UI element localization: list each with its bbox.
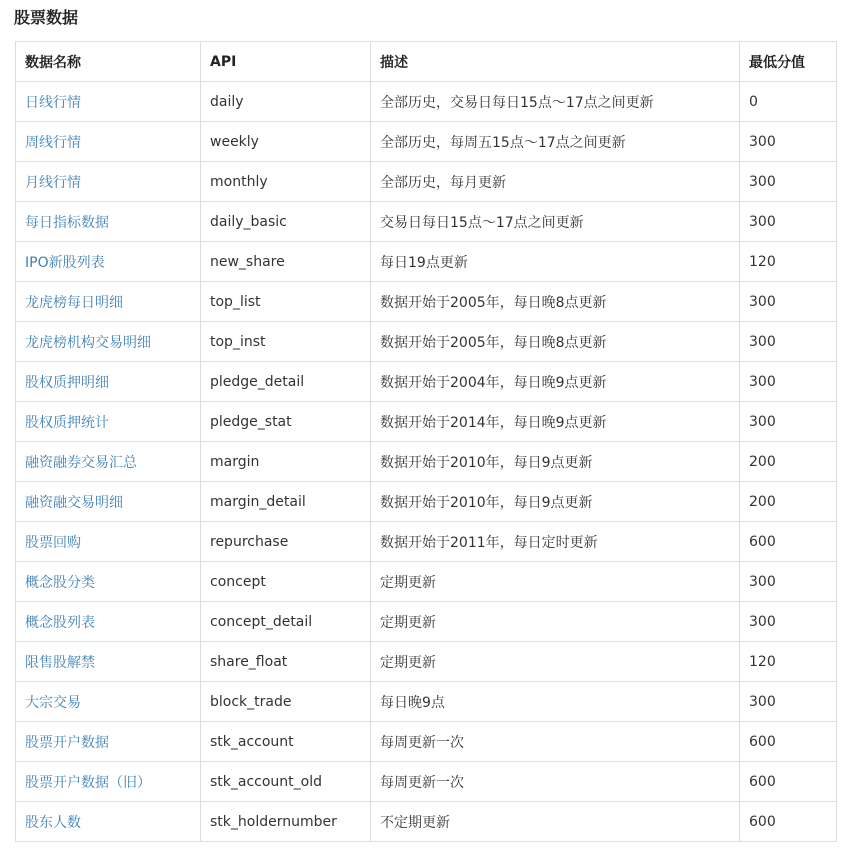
data-name-link[interactable]: 股权质押统计 [16,402,201,442]
table-row [16,82,837,122]
description-cell: 交易日每日15点～17点之间更新 [371,202,740,242]
data-name-link[interactable]: 股票回购 [16,522,201,562]
description-cell: 不定期更新 [371,802,740,842]
description-cell: 数据开始于2004年，每日晚9点更新 [371,362,740,402]
api-cell: top_list [201,282,371,322]
api-cell: daily_basic [201,202,371,242]
description-cell: 每周更新一次 [371,762,740,802]
description-cell: 数据开始于2014年，每日晚9点更新 [371,402,740,442]
data-name-link[interactable]: 日线行情 [16,82,201,122]
api-cell: stk_account [201,722,371,762]
data-name-link[interactable]: 月线行情 [16,162,201,202]
api-cell: monthly [201,162,371,202]
table-row [16,122,837,162]
stock-data-table [15,41,837,842]
header-points: 最低分值 [740,42,837,82]
min-points-cell: 300 [740,362,837,402]
min-points-cell: 300 [740,122,837,162]
api-cell: pledge_detail [201,362,371,402]
api-cell: stk_holdernumber [201,802,371,842]
table-row [16,682,837,722]
table-row [16,722,837,762]
description-cell: 数据开始于2010年，每日9点更新 [371,442,740,482]
api-cell: concept_detail [201,602,371,642]
data-name-link[interactable]: 限售股解禁 [16,642,201,682]
description-cell: 数据开始于2005年，每日晚8点更新 [371,282,740,322]
table-row [16,522,837,562]
min-points-cell: 120 [740,242,837,282]
description-cell: 数据开始于2005年，每日晚8点更新 [371,322,740,362]
min-points-cell: 300 [740,562,837,602]
min-points-cell: 300 [740,162,837,202]
api-cell: block_trade [201,682,371,722]
api-cell: weekly [201,122,371,162]
data-name-link[interactable]: 龙虎榜机构交易明细 [16,322,201,362]
table-header-row [16,42,837,82]
table-row [16,802,837,842]
table-row [16,202,837,242]
table-row [16,562,837,602]
data-name-link[interactable]: 龙虎榜每日明细 [16,282,201,322]
header-desc: 描述 [371,42,740,82]
min-points-cell: 0 [740,82,837,122]
table-row [16,402,837,442]
min-points-cell: 300 [740,402,837,442]
description-cell: 数据开始于2011年，每日定时更新 [371,522,740,562]
data-name-link[interactable]: 股权质押明细 [16,362,201,402]
data-name-link[interactable]: 概念股列表 [16,602,201,642]
table-row [16,242,837,282]
header-api: API [201,42,371,82]
description-cell: 定期更新 [371,642,740,682]
min-points-cell: 200 [740,482,837,522]
table-body [16,82,837,842]
description-cell: 全部历史，交易日每日15点～17点之间更新 [371,82,740,122]
header-name: 数据名称 [16,42,201,82]
data-name-link[interactable]: 大宗交易 [16,682,201,722]
min-points-cell: 300 [740,282,837,322]
table-row [16,762,837,802]
data-name-link[interactable]: 融资融券交易汇总 [16,442,201,482]
min-points-cell: 600 [740,722,837,762]
table-row [16,282,837,322]
api-cell: new_share [201,242,371,282]
description-cell: 每日晚9点 [371,682,740,722]
data-name-link[interactable]: 股东人数 [16,802,201,842]
table-row [16,602,837,642]
description-cell: 全部历史，每月更新 [371,162,740,202]
data-name-link[interactable]: 融资融交易明细 [16,482,201,522]
description-cell: 定期更新 [371,562,740,602]
table-row [16,362,837,402]
description-cell: 定期更新 [371,602,740,642]
table-row [16,642,837,682]
min-points-cell: 300 [740,322,837,362]
min-points-cell: 200 [740,442,837,482]
api-cell: margin [201,442,371,482]
description-cell: 全部历史，每周五15点～17点之间更新 [371,122,740,162]
page-title: 股票数据 [14,8,79,27]
api-cell: concept [201,562,371,602]
min-points-cell: 300 [740,602,837,642]
api-cell: daily [201,82,371,122]
description-cell: 每日19点更新 [371,242,740,282]
min-points-cell: 600 [740,522,837,562]
data-name-link[interactable]: 股票开户数据 [16,722,201,762]
api-cell: margin_detail [201,482,371,522]
min-points-cell: 600 [740,802,837,842]
api-cell: stk_account_old [201,762,371,802]
data-name-link[interactable]: 每日指标数据 [16,202,201,242]
data-name-link[interactable]: IPO新股列表 [16,242,201,282]
description-cell: 数据开始于2010年，每日9点更新 [371,482,740,522]
api-cell: share_float [201,642,371,682]
min-points-cell: 300 [740,682,837,722]
api-cell: top_inst [201,322,371,362]
api-cell: pledge_stat [201,402,371,442]
table-row [16,442,837,482]
table-row [16,482,837,522]
table-row [16,322,837,362]
description-cell: 每周更新一次 [371,722,740,762]
data-name-link[interactable]: 概念股分类 [16,562,201,602]
data-name-link[interactable]: 股票开户数据（旧） [16,762,201,802]
table-row [16,162,837,202]
min-points-cell: 600 [740,762,837,802]
min-points-cell: 120 [740,642,837,682]
data-name-link[interactable]: 周线行情 [16,122,201,162]
api-cell: repurchase [201,522,371,562]
min-points-cell: 300 [740,202,837,242]
